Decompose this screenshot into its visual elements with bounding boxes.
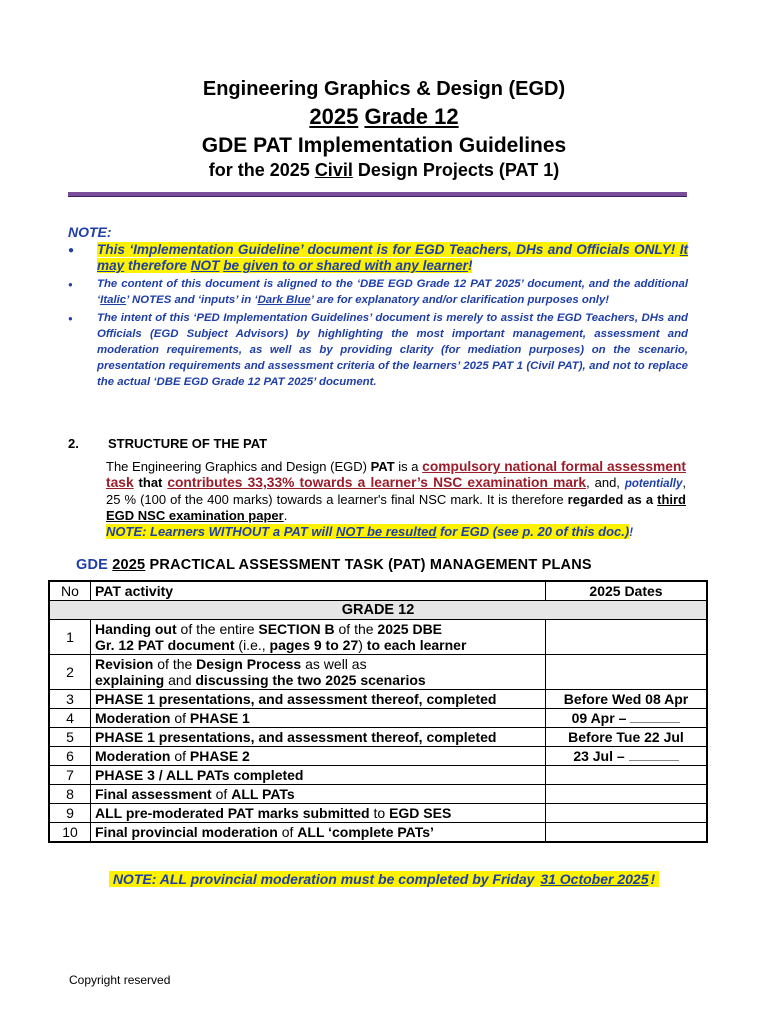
copyright-footer: Copyright reserved bbox=[69, 973, 171, 987]
title-divider bbox=[68, 192, 687, 197]
table-row: 1 Handing out of the entire SECTION B of the 2025 DBE Gr. 12 PAT document (i.e., pages 9 to 27) to each learner bbox=[49, 620, 707, 655]
doc-title-subject: Engineering Graphics & Design (EGD) bbox=[202, 78, 566, 100]
note-heading: NOTE: bbox=[68, 224, 112, 240]
doc-title-year-grade bbox=[0, 104, 768, 130]
date-blank bbox=[629, 759, 679, 761]
subtitle-civil: Civil bbox=[314, 160, 353, 180]
table-row: 7 PHASE 3 / ALL PATs completed bbox=[49, 766, 707, 785]
date-blank bbox=[630, 721, 680, 723]
col-no: No bbox=[49, 581, 91, 601]
title-year: 2025 bbox=[309, 104, 359, 129]
note-block bbox=[68, 224, 688, 390]
table-row: 4 Moderation of PHASE 1 09 Apr – bbox=[49, 709, 707, 728]
doc-subtitle: for the 2025 Civil Design Projects (PAT 1) bbox=[208, 160, 560, 180]
table-row: 8 Final assessment of ALL PATs bbox=[49, 785, 707, 804]
note-bullet-3: ● The intent of this ‘PED Implementation Guidelines’ document is merely to assist the EGD Teachers, DHs and Officials (EGD Subject Advisors) by highlighting the most important management, assessment and moderation requirements, as well as by providing clarity (for mediation purposes) on the scenario, presentation requirements and assessment criteria of the learners’ 2025 PAT 1 (Civil PAT), and not to replace the actual ‘DBE EGD Grade 12 PAT 2025’ document. bbox=[68, 310, 688, 390]
table-row: 10 Final provincial moderation of ALL ‘complete PATs’ bbox=[49, 823, 707, 843]
table-row: 6 Moderation of PHASE 2 23 Jul – bbox=[49, 747, 707, 766]
grade-row: GRADE 12 bbox=[49, 601, 707, 620]
table-header-row bbox=[49, 581, 707, 601]
col-activity: PAT activity bbox=[91, 581, 546, 601]
col-dates: 2025 Dates bbox=[546, 581, 708, 601]
note-bullet-2: ● The content of this document is aligned to the ‘DBE EGD Grade 12 PAT 2025’ document, and the additional ‘Italic’ NOTES and ‘inputs’ in ‘Dark Blue’ are for explanatory and/or clarification purposes only! bbox=[68, 276, 688, 308]
title-grade: Grade 12 bbox=[364, 104, 459, 129]
management-plan-table bbox=[48, 580, 708, 843]
table-row: 9 ALL pre-moderated PAT marks submitted to EGD SES bbox=[49, 804, 707, 823]
table-row: 3 PHASE 1 presentations, and assessment thereof, completed Before Wed 08 Apr bbox=[49, 690, 707, 709]
doc-title-guidelines: GDE PAT Implementation Guidelines bbox=[201, 134, 567, 157]
table-row: 5 PHASE 1 presentations, and assessment thereof, completed Before Tue 22 Jul bbox=[49, 728, 707, 747]
section-heading: 2. STRUCTURE OF THE PAT bbox=[68, 436, 268, 451]
table-row: 2 Revision of the Design Process as well as explaining and discussing the two 2025 scenarios bbox=[49, 655, 707, 690]
pat-note: NOTE: Learners WITHOUT a PAT will NOT be resulted for EGD (see p. 20 of this doc.) bbox=[106, 524, 630, 539]
management-plans-heading: GDE 2025 PRACTICAL ASSESSMENT TASK (PAT) MANAGEMENT PLANS bbox=[76, 557, 592, 573]
section-paragraph: The Engineering Graphics and Design (EGD) PAT is a compulsory national formal assessment task that contributes 33,33% towards a learner’s NSC examination mark, and, potentially, 25 % (100 of the 400 marks) towards a learner's final NSC mark. It is therefore regarded as a third EGD NSC examination paper. NOTE: Learners WITHOUT a PAT will NOT be resulted for EGD (see p. 20 of this doc.)! bbox=[106, 459, 686, 539]
note-bullet-1: ● This ‘Implementation Guideline’ document is for EGD Teachers, DHs and Officials ONLY! It may therefore NOT be given to or shared with any learner! bbox=[68, 242, 688, 274]
moderation-deadline-note: NOTE: ALL provincial moderation must be completed by Friday 31 October 2025 ! bbox=[0, 871, 768, 889]
